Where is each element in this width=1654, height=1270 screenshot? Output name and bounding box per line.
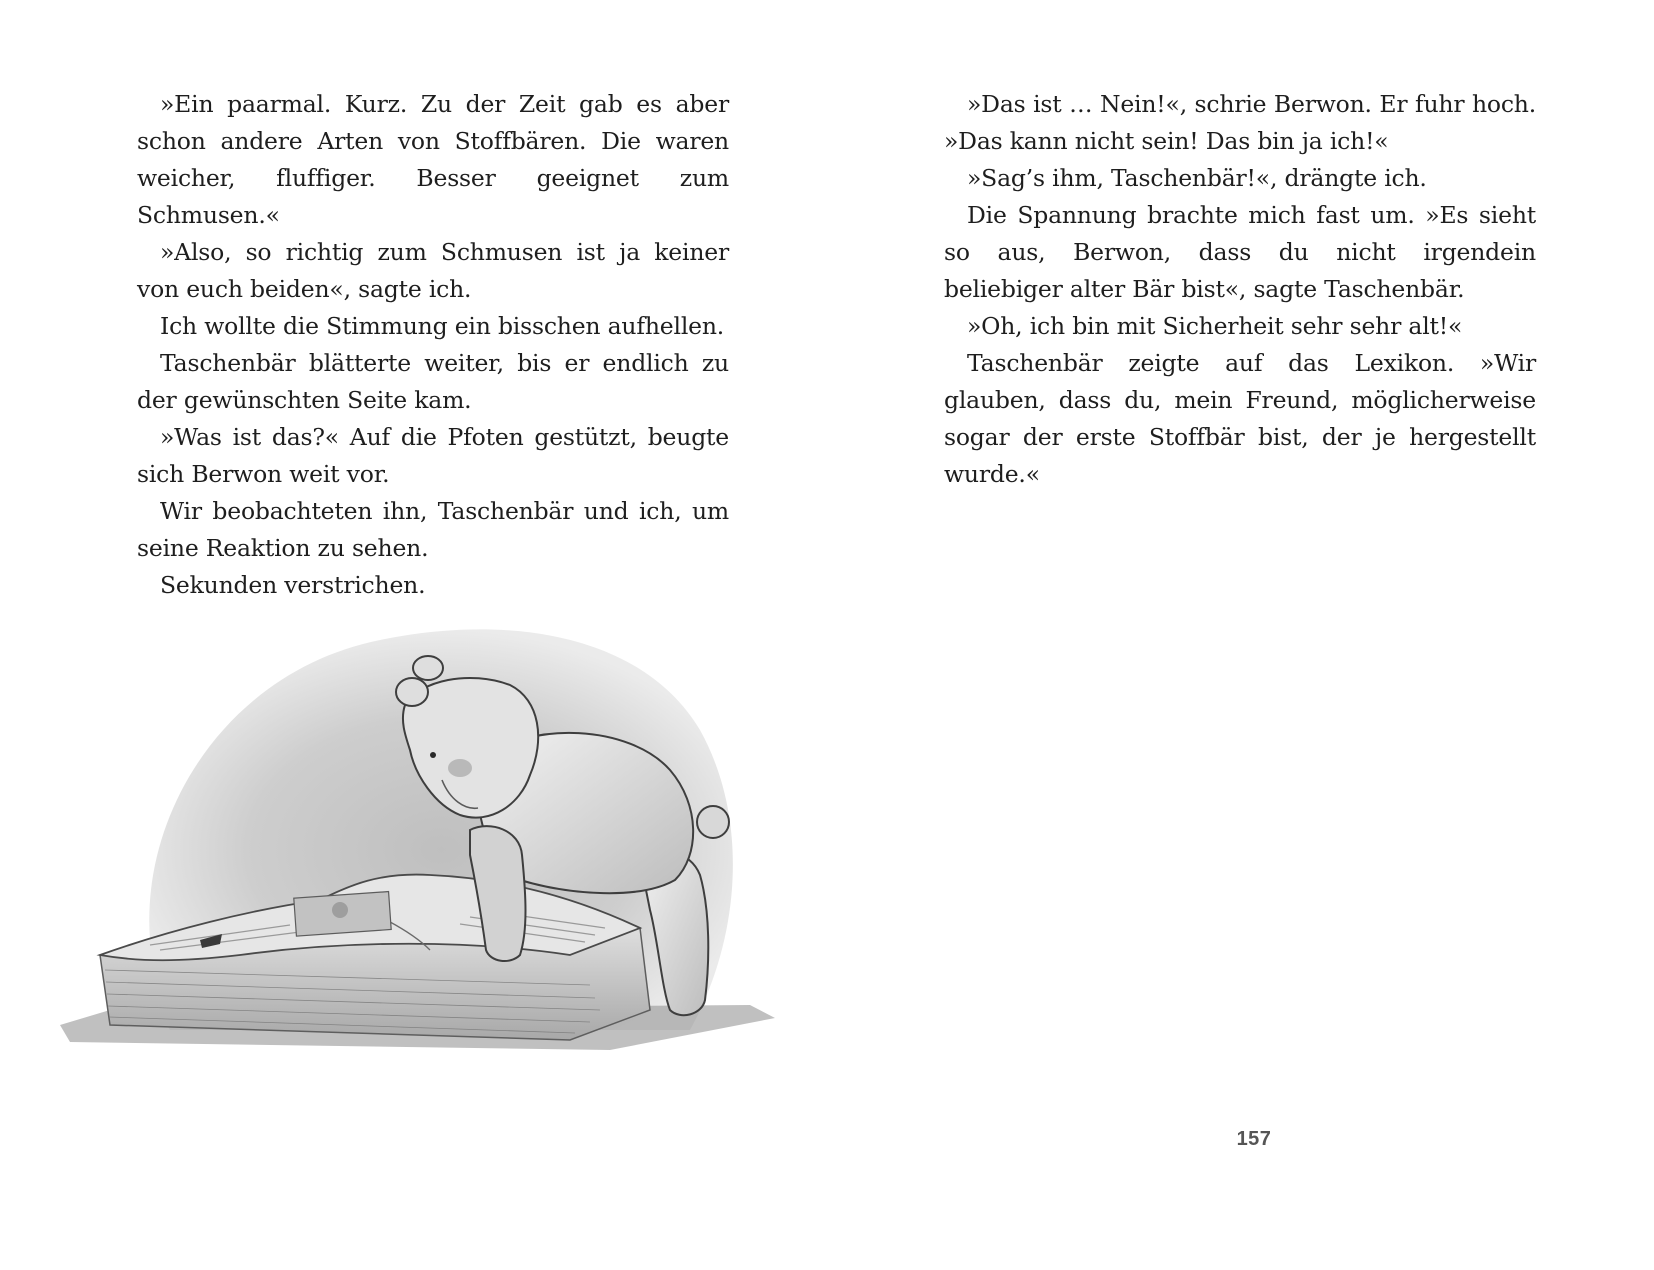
paragraph: Ich wollte die Stimmung ein bisschen aufhellen. xyxy=(160,312,725,340)
paragraph: Sekunden verstrichen. xyxy=(160,571,426,599)
paragraph: Taschenbär zeigte auf das Lexikon. »Wir glauben, dass du, mein Freund, möglicherweise sogar der erste Stoffbär bist, der je hergestellt wurde.« xyxy=(944,349,1536,488)
paragraph: »Sag’s ihm, Taschenbär!«, drängte ich. xyxy=(967,164,1427,192)
paragraph: »Ein paarmal. Kurz. Zu der Zeit gab es aber schon andere Arten von Stoffbären. Die waren weicher, fluffiger. Besser geeignet zum Schmusen.« xyxy=(137,90,729,229)
right-page-text xyxy=(944,86,1536,493)
paragraph: »Also, so richtig zum Schmusen ist ja keiner von euch beiden«, sagte ich. xyxy=(137,238,729,303)
right-page xyxy=(827,0,1654,1270)
left-page-text xyxy=(137,86,729,604)
teddy-bear-reading-book-illustration xyxy=(50,610,830,1130)
page-number: 157 xyxy=(1236,1128,1272,1150)
paragraph: Taschenbär blätterte weiter, bis er endlich zu der gewünschten Seite kam. xyxy=(137,349,729,414)
paragraph: »Das ist … Nein!«, schrie Berwon. Er fuhr hoch. »Das kann nicht sein! Das bin ja ich!« xyxy=(944,90,1536,155)
paragraph: »Oh, ich bin mit Sicherheit sehr sehr alt!« xyxy=(967,312,1463,340)
paragraph: Wir beobachteten ihn, Taschenbär und ich, um seine Reaktion zu sehen. xyxy=(137,497,729,562)
paragraph: »Was ist das?« Auf die Pfoten gestützt, beugte sich Berwon weit vor. xyxy=(137,423,729,488)
paragraph: Die Spannung brachte mich fast um. »Es sieht so aus, Berwon, dass du nicht irgendein beliebiger alter Bär bist«, sagte Taschenbär. xyxy=(944,201,1536,303)
